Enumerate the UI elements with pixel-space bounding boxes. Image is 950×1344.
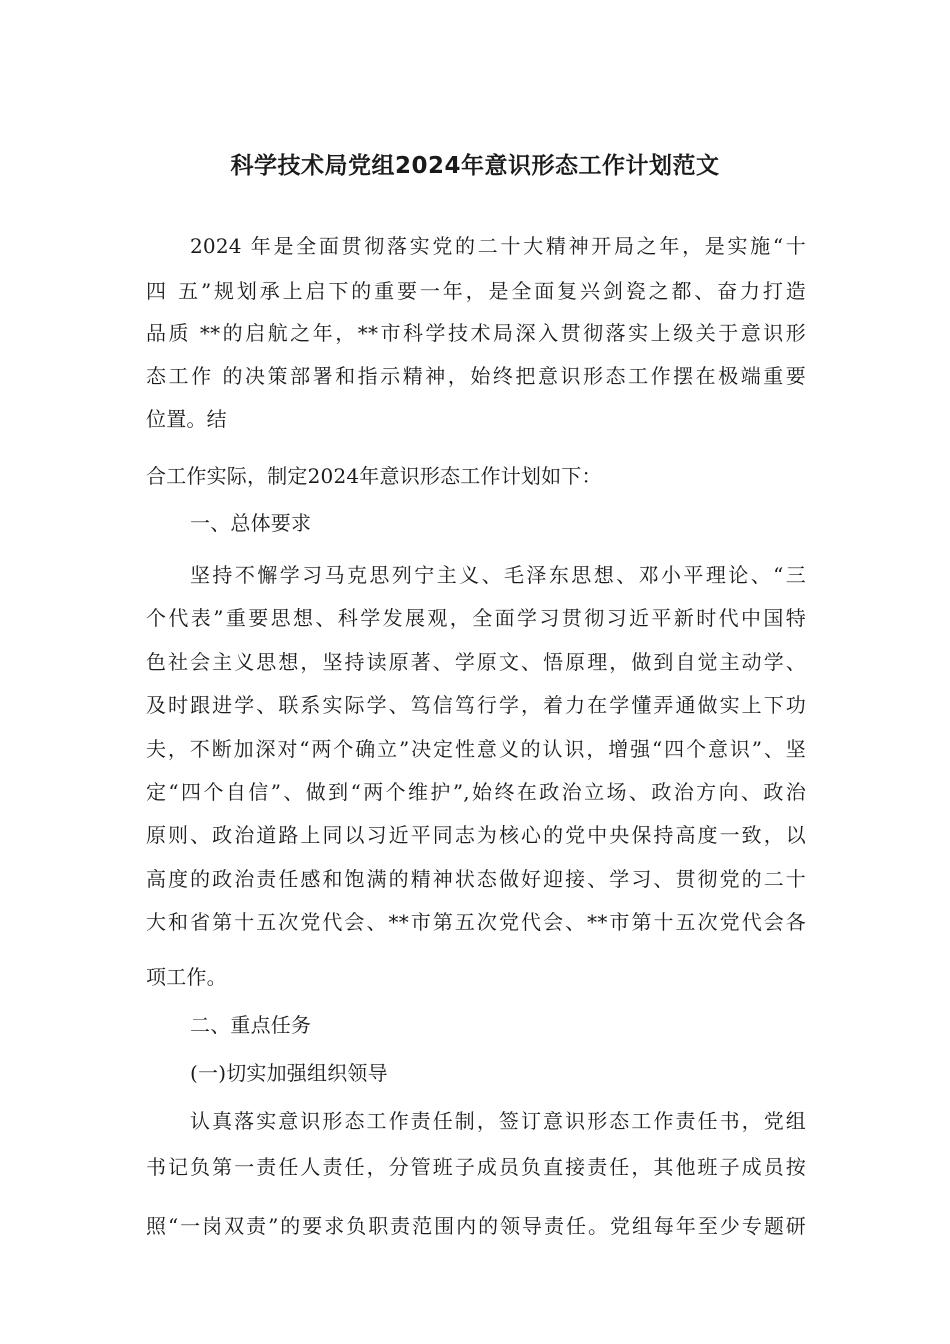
paragraph-line: 合工作实际，制定2024年意识形态工作计划如下： — [146, 464, 602, 488]
paragraph-line: 及时跟进学、联系实际学、笃信笃行学，着力在学懂弄通做实上下功 — [146, 693, 806, 717]
paragraph-line: 品质 **的启航之年，**市科学技术局深入贯彻落实上级关于意识形 — [146, 321, 806, 345]
paragraph-line: 2024 年是全面贯彻落实党的二十大精神开局之年，是实施“十 — [190, 234, 806, 258]
section-heading: 二、重点任务 — [190, 1013, 312, 1037]
paragraph-line: 原则、政治道路上同以习近平同志为核心的党中央保持高度一致，以 — [146, 823, 806, 847]
paragraph-line: 书记负第一责任人责任，分管班子成员负直接责任，其他班子成员按 — [146, 1155, 806, 1179]
paragraph-line: 夫，不断加深对“两个确立”决定性意义的认识，增强“四个意识”、坚 — [146, 737, 806, 761]
paragraph-line: 大和省第十五次党代会、**市第五次党代会、**市第十五次党代会各 — [146, 910, 806, 934]
paragraph-line: 高度的政治责任感和饱满的精神状态做好迎接、学习、贯彻党的二十 — [146, 867, 806, 891]
paragraph-line: 位置。结 — [146, 407, 227, 431]
paragraph-line: 照“一岗双责”的要求负职责范围内的领导责任。党组每年至少专题研 — [146, 1214, 806, 1238]
paragraph-line: 认真落实意识形态工作责任制，签订意识形态工作责任书，党组 — [190, 1109, 806, 1133]
paragraph-line: 定“四个自信”、做到“两个维护”,始终在政治立场、政治方向、政治 — [146, 780, 806, 804]
paragraph-line: 态工作 的决策部署和指示精神，始终把意识形态工作摆在极端重要 — [146, 364, 806, 388]
paragraph-line: 色社会主义思想，坚持读原著、学原文、悟原理，做到自觉主动学、 — [146, 650, 806, 674]
section-heading: 一、总体要求 — [190, 511, 312, 535]
subsection-heading: (一)切实加强组织领导 — [190, 1061, 388, 1085]
document-title: 科学技术局党组2024年意识形态工作计划范文 — [230, 153, 720, 179]
paragraph-line: 个代表”重要思想、科学发展观，全面学习贯彻习近平新时代中国特 — [146, 606, 806, 630]
paragraph-line: 项工作。 — [146, 965, 227, 989]
paragraph-line: 四 五”规划承上启下的重要一年，是全面复兴剑瓷之都、奋力打造 — [146, 279, 806, 303]
paragraph-line: 坚持不懈学习马克思列宁主义、毛泽东思想、邓小平理论、“三 — [190, 563, 806, 587]
